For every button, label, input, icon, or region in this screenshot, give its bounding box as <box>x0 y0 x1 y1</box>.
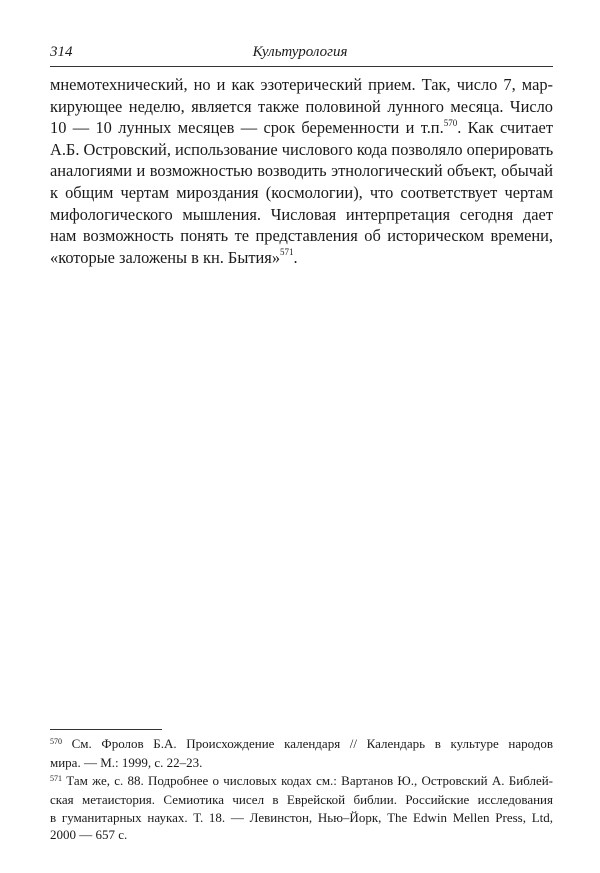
text-line: мифологического мышления. Числовая интерпретация сегодня дает <box>50 204 553 224</box>
footnote-number: 571 <box>50 773 62 783</box>
footnote-ref-571[interactable]: 571 <box>280 247 294 258</box>
footnote-line <box>50 735 553 754</box>
running-title: Культурология <box>252 44 348 60</box>
footnote-line: в гуманитарных науках. Т. 18. — Левинстон, Нью–Йорк, The Edwin Mellen Press, Ltd, <box>50 809 553 825</box>
footnote-line <box>50 772 553 791</box>
header-rule <box>50 66 553 67</box>
text-line: мнемотехнический, но и как эзотерический прием. Так, число 7, мар- <box>50 75 553 94</box>
footnote-ref-570[interactable]: 570 <box>443 117 458 128</box>
footnote-text: См. Фролов Б.А. Происхождение календаря // Календарь в культуре народов <box>71 736 553 751</box>
text-segment: «которые заложены в кн. Бытия» <box>50 247 281 267</box>
footnote-line: 2000 — 657 с. <box>50 827 128 843</box>
footnote-separator <box>50 729 162 730</box>
text-line: А.Б. Островский, использование числового кода позволяло оперировать <box>50 139 554 159</box>
footnote-line: мира. — М.: 1999, с. 22–23. <box>50 755 203 771</box>
text-line <box>50 117 553 139</box>
footnote-number: 570 <box>50 737 62 746</box>
footnotes <box>50 735 553 843</box>
main-paragraph <box>50 74 553 268</box>
footnote-570 <box>50 735 553 772</box>
text-line: кирующее неделю, является также половиной лунного месяца. Число <box>50 96 553 116</box>
text-segment: . Как считает <box>457 118 553 138</box>
text-line <box>50 247 553 269</box>
text-period: . <box>293 247 298 267</box>
text-line: нам возможность понять те представления об историческом времени, <box>50 226 553 246</box>
text-segment: 10 — 10 лунных месяцев — срок беременности и т.п. <box>50 118 444 138</box>
text-line: к общим чертам мироздания (космологии), что соответствует чертам <box>50 182 553 202</box>
text-line: аналогиями и возможностью возводить этнологический объект, обычай <box>50 161 553 181</box>
page-number: 314 <box>50 44 73 60</box>
footnote-text: Там же, с. 88. Подробнее о числовых кодах см.: Вартанов Ю., Островский А. Библей- <box>66 772 553 788</box>
footnote-line: ская метаистория. Семиотика чисел в Еврейской библии. Российские исследования <box>50 792 553 808</box>
footnote-571 <box>50 772 553 844</box>
